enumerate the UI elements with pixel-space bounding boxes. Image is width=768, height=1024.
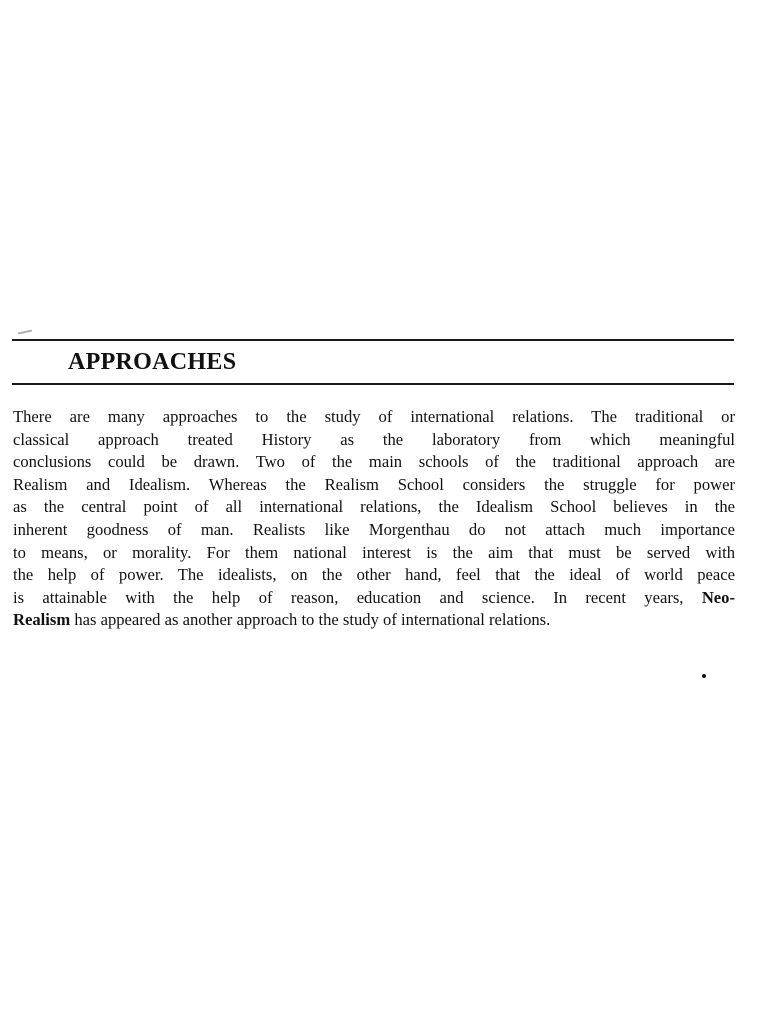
final-sentence-text: has appeared as another approach to the study of international relations.: [74, 610, 551, 630]
heading-rule-bottom: [12, 383, 734, 385]
heading-rule-top: [12, 339, 734, 341]
body-paragraph: [13, 406, 735, 632]
neo-realism-term-part2: Realism: [13, 610, 71, 630]
paragraph-line: the help of power. The idealists, on the other hand, feel that the ideal of world peace: [13, 565, 735, 585]
paragraph-line: as the central point of all international relations, the Idealism School believes in the: [13, 497, 735, 517]
paragraph-line-final: [13, 609, 735, 632]
scan-dot-artifact: [702, 674, 706, 678]
recent-years-text: In recent years,: [553, 587, 684, 607]
paragraph-line: is attainable with the help of reason, education and science.: [13, 587, 535, 607]
paragraph-line: inherent goodness of man. Realists like Morgenthau do not attach much importance: [13, 519, 735, 539]
paragraph-line-mixed: [13, 587, 735, 610]
paragraph-line: to means, or morality. For them national interest is the aim that must be served with: [13, 542, 735, 562]
paragraph-line: There are many approaches to the study of international relations. The traditional or: [13, 407, 735, 426]
section-heading: APPROACHES: [68, 349, 237, 375]
scan-artifact: [18, 330, 32, 335]
paragraph-line: Realism and Idealism. Whereas the Realism School considers the struggle for power: [13, 474, 735, 494]
paragraph-line: conclusions could be drawn. Two of the main schools of the traditional approach are: [13, 452, 735, 472]
paragraph-line: classical approach treated History as the laboratory from which meaningful: [13, 429, 735, 449]
neo-realism-term-part1: Neo-: [701, 587, 735, 607]
